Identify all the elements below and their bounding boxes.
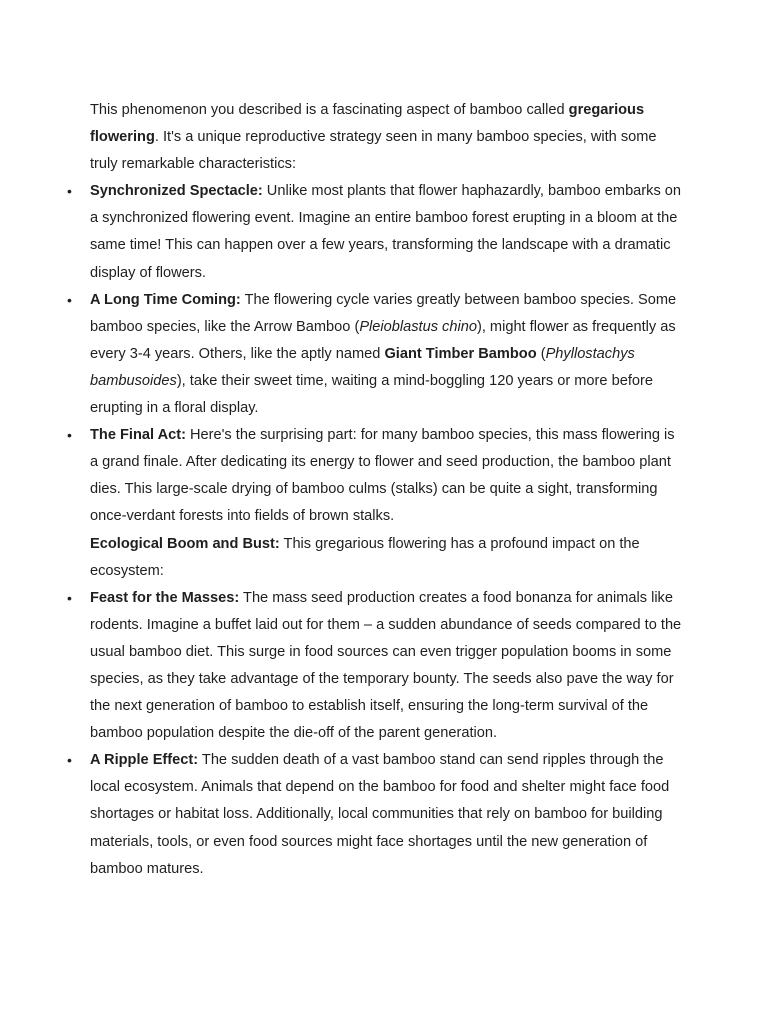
item-title: The Final Act:: [90, 427, 186, 444]
item-title: A Long Time Coming:: [90, 291, 241, 308]
section-paragraph: [90, 531, 682, 585]
item-text: ), take their sweet time, waiting a mind-boggling 120 years or more before erupting in a floral display.: [90, 372, 653, 417]
bullet-icon: •: [67, 427, 72, 444]
list-item: [67, 287, 682, 422]
characteristics-list: [67, 178, 682, 530]
intro-text: This phenomenon you described is a fascinating aspect of bamboo called: [90, 102, 569, 118]
item-text: The sudden death of a vast bamboo stand can send ripples through the local ecosystem. Animals that depend on the bamboo for food and shelter might face food shortages or habitat loss. Additionally, local communities that rely on bamboo for building materials, tools, or even food sources might face shortages until the new generation of bamboo matures.: [90, 752, 670, 877]
bullet-icon: •: [67, 183, 72, 200]
intro-text-end: . It's a unique reproductive strategy seen in many bamboo species, with some truly remarkable characteristics:: [90, 129, 657, 173]
section-text: This gregarious flowering has a profound impact on the ecosystem:: [90, 535, 640, 579]
item-text: (: [536, 345, 546, 362]
item-text: Unlike most plants that flower haphazardly, bamboo embarks on a synchronized flowering event. Imagine an entire bamboo forest erupting in a bloom at the same time! This can happen over a few years, transforming the landscape with a dramatic display of flowers.: [90, 183, 682, 281]
intro-bold-term: gregarious flowering: [90, 102, 645, 146]
impact-list: [67, 585, 682, 883]
item-title: Feast for the Masses:: [90, 589, 240, 606]
species-name: Phyllostachys bambusoides: [90, 345, 635, 389]
list-item: [67, 422, 682, 530]
section-title: Ecological Boom and Bust:: [90, 535, 280, 552]
item-text: The flowering cycle varies greatly between bamboo species. Some bamboo species, like the Arrow Bamboo (: [90, 291, 677, 335]
bullet-icon: •: [67, 291, 72, 308]
item-title: A Ripple Effect:: [90, 752, 199, 769]
item-text: ), might flower as frequently as every 3-4 years. Others, like the aptly named: [90, 318, 676, 362]
list-item: [67, 585, 682, 748]
list-item: [67, 178, 682, 286]
species-common-name: Giant Timber Bamboo: [384, 345, 537, 362]
intro-paragraph: [90, 97, 682, 178]
list-item: [67, 747, 682, 882]
item-text: Here's the surprising part: for many bamboo species, this mass flowering is a grand finale. After dedicating its energy to flower and seed production, the bamboo plant dies. This large-scale drying of bamboo culms (stalks) can be quite a sight, transforming once-verdant forests into fields of brown stalks.: [90, 427, 675, 525]
bullet-icon: •: [67, 589, 72, 606]
item-title: Synchronized Spectacle:: [90, 183, 263, 200]
item-text: The mass seed production creates a food bonanza for animals like rodents. Imagine a buffet laid out for them – a sudden abundance of seeds compared to the usual bamboo diet. This surge in food sources can even trigger population booms in some species, as they take advantage of the temporary bounty. The seeds also pave the way for the next generation of bamboo to establish itself, ensuring the long-term survival of the bamboo population despite the die-off of the parent generation.: [90, 589, 682, 742]
species-name: Pleioblastus chino: [359, 318, 477, 335]
document-page: [67, 97, 682, 883]
bullet-icon: •: [67, 752, 72, 769]
